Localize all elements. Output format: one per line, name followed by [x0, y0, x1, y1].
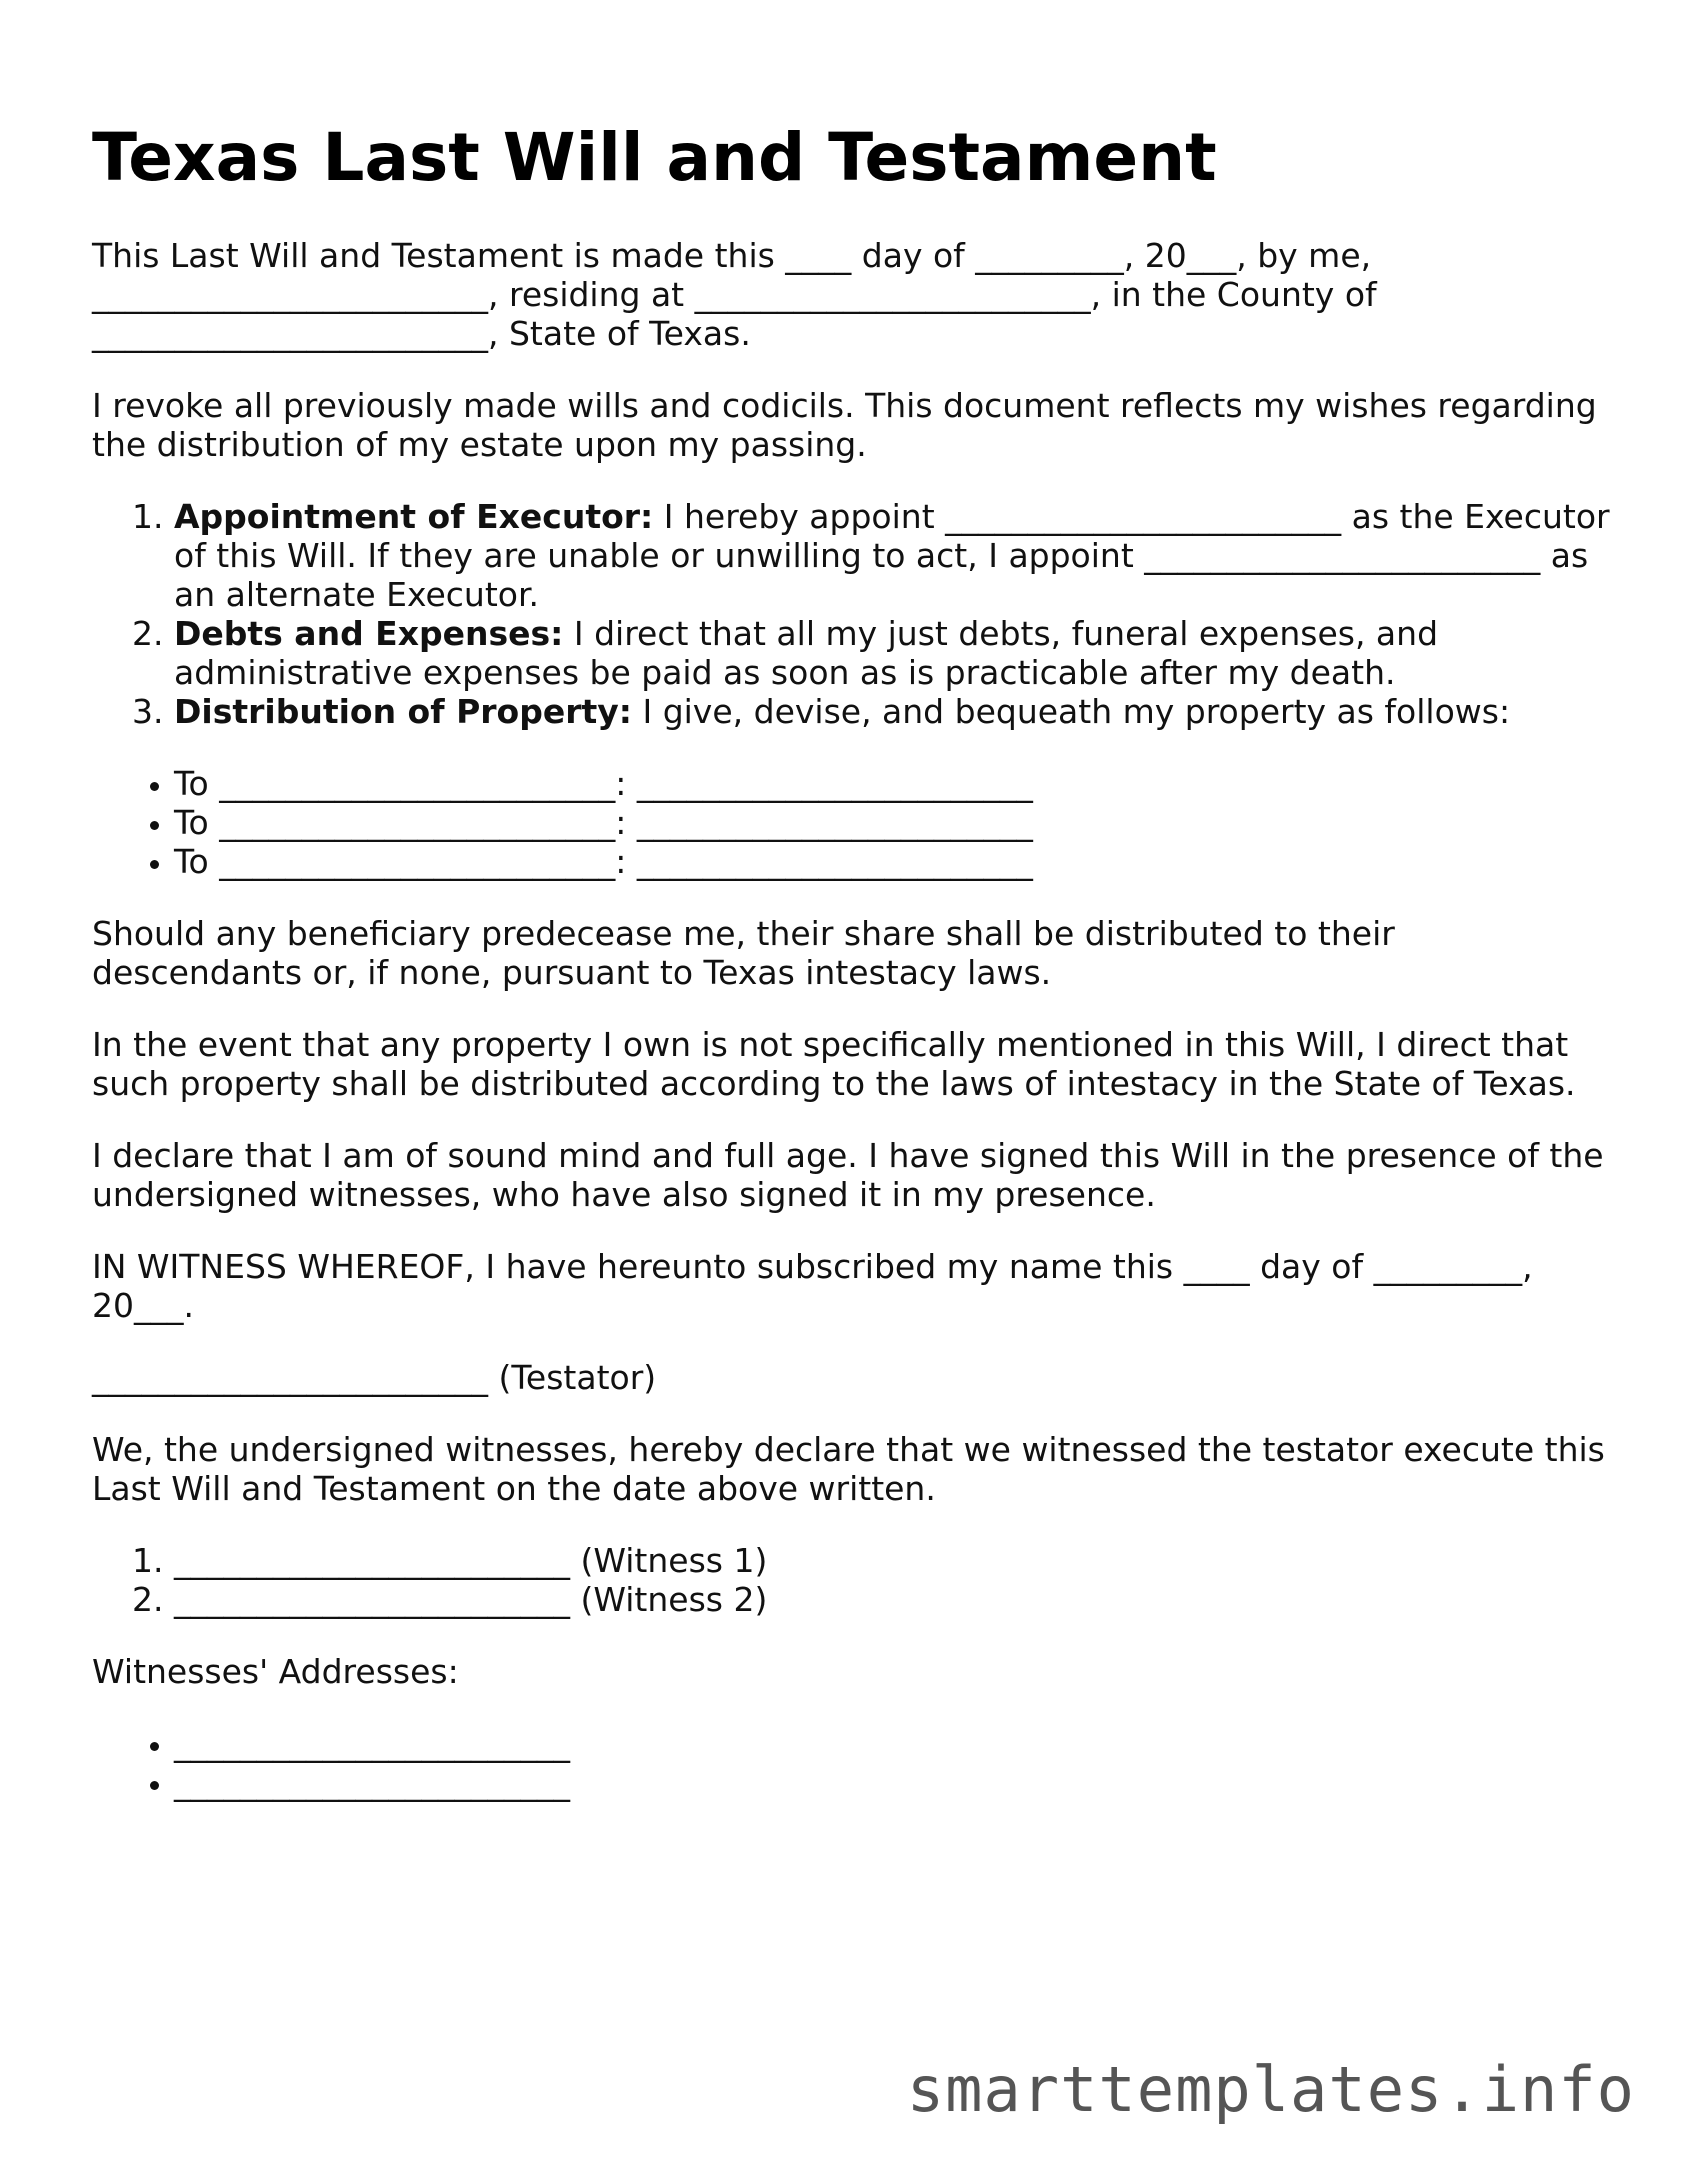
bequest-item: • To ________________________: ________________________ — [174, 764, 1612, 803]
revocation-paragraph: I revoke all previously made wills and codicils. This document reflects my wishes regarding the distribution of my estate upon my passing. — [92, 386, 1597, 464]
provision-text: I give, devise, and bequeath my property as follows: — [631, 692, 1511, 731]
document-title: Texas Last Will and Testament — [92, 119, 1217, 196]
witness-whereof-paragraph: IN WITNESS WHEREOF, I have hereunto subscribed my name this ____ day of _________, 20___. — [92, 1247, 1533, 1325]
witness-signature-line: 2. ________________________ (Witness 2) — [174, 1580, 1612, 1619]
provision-item — [174, 614, 1612, 692]
provision-heading: Appointment of Executor: — [174, 497, 654, 536]
declaration-paragraph: I declare that I am of sound mind and full age. I have signed this Will in the presence of the undersigned witnesses, who have also signed it in my presence. — [92, 1136, 1604, 1214]
provision-item — [174, 692, 1612, 731]
witness-declaration-paragraph: We, the undersigned witnesses, hereby declare that we witnessed the testator execute this Last Will and Testament on the date above written. — [92, 1430, 1605, 1508]
witness-address-line: • ________________________ — [174, 1763, 1612, 1802]
bequest-item: • To ________________________: ________________________ — [174, 803, 1612, 842]
residual-paragraph: In the event that any property I own is not specifically mentioned in this Will, I direct that such property shall be distributed according to the laws of intestacy in the State of Texas. — [92, 1025, 1576, 1103]
witness-signature-list — [92, 1541, 1612, 1619]
watermark: smarttemplates.info — [906, 2053, 1635, 2126]
provision-text: I hereby appoint ________________________ as the Executor of this Will. If they are unable or unwilling to act, I appoint ________________________ as an alternate Executor. — [174, 497, 1610, 614]
bequest-list — [92, 764, 1612, 881]
provision-heading: Debts and Expenses: — [174, 614, 564, 653]
document-page — [92, 118, 1612, 1835]
witness-address-line: • ________________________ — [174, 1724, 1612, 1763]
provision-item — [174, 497, 1612, 614]
witness-address-list — [92, 1724, 1612, 1802]
witness-signature-line: 1. ________________________ (Witness 1) — [174, 1541, 1612, 1580]
bequest-item: • To ________________________: ________________________ — [174, 842, 1612, 881]
witness-addresses-label: Witnesses' Addresses: — [92, 1652, 459, 1691]
testator-signature-line: ________________________ (Testator) — [92, 1358, 657, 1397]
predecease-paragraph: Should any beneficiary predecease me, their share shall be distributed to their descendants or, if none, pursuant to Texas intestacy laws. — [92, 914, 1395, 992]
intro-paragraph: This Last Will and Testament is made this ____ day of _________, 20___, by me, ________________________, residing at ________________________, in the County of ________________________, State of Texas. — [92, 236, 1377, 353]
provision-text: I direct that all my just debts, funeral expenses, and administrative expenses be paid as soon as is practicable after my death. — [174, 614, 1439, 692]
provisions-list — [92, 497, 1612, 731]
provision-heading: Distribution of Property: — [174, 692, 632, 731]
